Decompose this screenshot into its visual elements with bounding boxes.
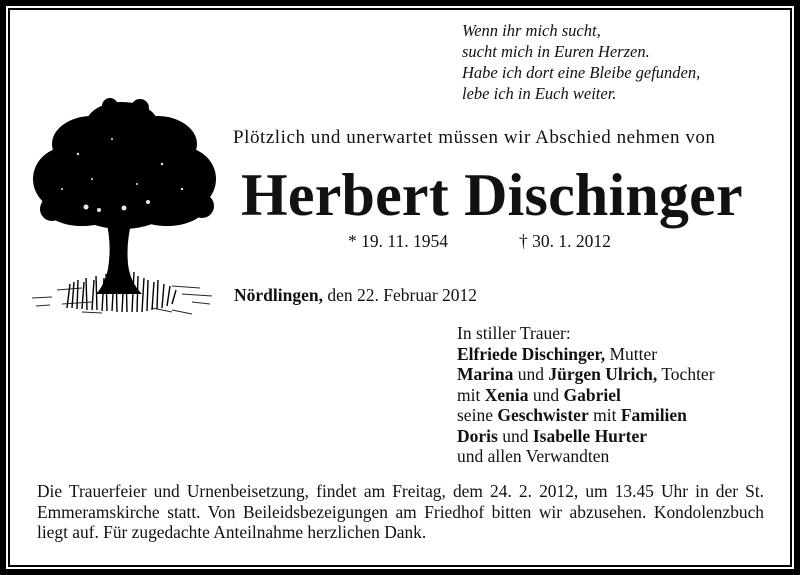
mourner-name: Familien — [620, 405, 687, 425]
poem — [462, 20, 700, 104]
tree-icon — [22, 94, 232, 324]
mourner-name: Geschwister — [497, 405, 589, 425]
mourner-name: Doris — [457, 425, 498, 446]
connector: und — [528, 384, 564, 405]
mourner-name: Xenia — [484, 384, 529, 405]
mourner-name: Elfriede Dischinger, — [457, 343, 606, 364]
intro-text: Plötzlich und unerwartet müssen wir Abschied nehmen von — [233, 127, 716, 148]
poem-line: lebe ich in Euch weiter. — [462, 84, 617, 103]
connector: mit — [588, 405, 621, 425]
mourner-name: Jürgen Ulrich, — [548, 364, 658, 384]
mourners-heading: In stiller Trauer: — [457, 323, 571, 343]
deceased-name: Herbert Dischinger — [241, 162, 743, 228]
place: Nördlingen, — [234, 285, 323, 305]
closing: und allen Verwandten — [457, 446, 610, 466]
mourner-line — [457, 405, 715, 426]
mourner-line — [457, 426, 715, 447]
poem-line: Wenn ihr mich sucht, — [462, 21, 601, 40]
connector: und — [497, 425, 533, 446]
funeral-notice: Die Trauerfeier und Urnenbeisetzung, findet am Freitag, dem 24. 2. 2012, um 13.45 Uhr in der St. Emmeramskirche statt. Von Beileidsbezeigungen am Friedhof bitten wir abzusehen. Kondolenzbuch liegt auf. Für zugedachte Anteilnahme herzlichen Dank. — [37, 481, 764, 542]
place-date — [234, 285, 477, 306]
connector: seine — [457, 405, 498, 425]
connector: und — [513, 364, 549, 384]
death-date: † 30. 1. 2012 — [519, 231, 611, 251]
poem-line: Habe ich dort eine Bleibe gefunden, — [462, 63, 701, 82]
mourner-line — [457, 385, 715, 406]
mourner-line — [457, 446, 715, 467]
poem-line: sucht mich in Euren Herzen. — [462, 42, 650, 61]
mourner-name: Isabelle Hurter — [532, 425, 648, 446]
relation: Mutter — [605, 343, 658, 364]
mourners — [457, 323, 715, 467]
mourner-name: Gabriel — [563, 384, 621, 405]
mourner-name: Marina — [457, 364, 514, 384]
mourner-line — [457, 364, 715, 385]
birth-date: * 19. 11. 1954 — [348, 231, 448, 251]
connector: mit — [457, 384, 485, 405]
mourner-line — [457, 344, 715, 365]
relation: Tochter — [657, 364, 715, 384]
date: den 22. Februar 2012 — [322, 285, 478, 305]
